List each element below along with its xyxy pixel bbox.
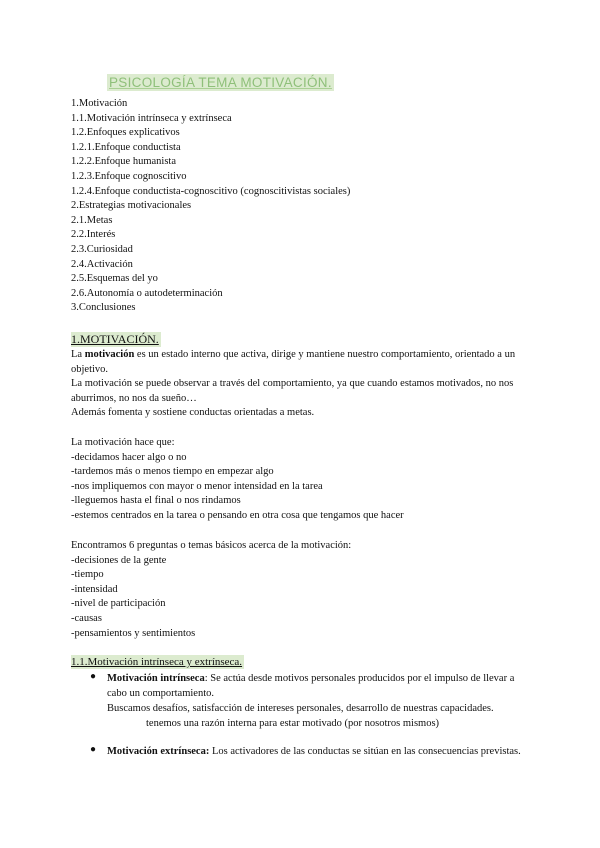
text-span: es un estado interno que activa, dirige y mantiene nuestro comportamiento, orientado a un objetivo.: [71, 349, 516, 375]
list-item: -nivel de participación: [71, 598, 166, 610]
toc-item: 1.2.3.Enfoque cognoscitivo: [71, 170, 187, 182]
list-basic-questions: [71, 539, 541, 641]
toc-item: 1.2.Enfoques explicativos: [71, 127, 180, 139]
bullet-intrinseca: [90, 671, 530, 731]
toc-item: 2.3.Curiosidad: [71, 243, 133, 255]
section-motivacion-body: [71, 348, 541, 421]
bullet-dot: ●: [90, 671, 97, 682]
list-item: -tardemos más o menos tiempo en empezar algo: [71, 466, 274, 478]
paragraph-definition: [71, 348, 541, 377]
paragraph-fomenta: Además fomenta y sostiene conductas orientadas a metas.: [71, 407, 315, 419]
table-of-contents: [71, 97, 350, 316]
list-item: -lleguemos hasta el final o nos rindamos: [71, 495, 241, 507]
toc-item: 2.4.Activación: [71, 258, 133, 270]
section-heading-intrinseca-extrinseca: 1.1.Motivación intrínseca y extrínseca.: [71, 656, 243, 668]
toc-item: 1.2.1.Enfoque conductista: [71, 141, 181, 153]
list-item: -tiempo: [71, 569, 104, 581]
toc-item: 2.1.Metas: [71, 214, 113, 226]
paragraph-observe: La motivación se puede observar a través del comportamiento, ya que cuando estamos motivados, no nos aburrimos, no nos da sueño…: [71, 378, 514, 404]
section-heading-motivacion: 1.MOTIVACIÓN.: [71, 332, 159, 346]
text-span: : Se actúa desde motivos personales producidos por el impulso de llevar a cabo un comportamiento.: [107, 673, 515, 699]
list-intro: La motivación hace que:: [71, 437, 175, 448]
toc-item: 2.Estrategias motivacionales: [71, 200, 192, 212]
bullet-dot: ●: [90, 744, 97, 755]
list-item: -estemos centrados en la tarea o pensando en otra cosa que tengamos que hacer: [71, 509, 404, 521]
list-item: -causas: [71, 612, 102, 624]
list-item: -intensidad: [71, 583, 118, 595]
bullet-text: [107, 744, 530, 759]
list-item: -pensamientos y sentimientos: [71, 627, 196, 639]
text-span: Los activadores de las conductas se sitúan en las consecuencias previstas.: [209, 746, 521, 757]
toc-item: 2.6.Autonomía o autodeterminación: [71, 287, 223, 299]
toc-item: 1.1.Motivación intrínseca y extrínseca: [71, 112, 232, 124]
bold-term: Motivación extrínseca:: [107, 746, 210, 757]
bullet-text: [107, 671, 530, 701]
list-item: -decidamos hacer algo o no: [71, 451, 187, 463]
bold-term: motivación: [84, 349, 135, 360]
bold-term: Motivación intrínseca: [107, 673, 205, 684]
list-intro: Encontramos 6 preguntas o temas básicos acerca de la motivación:: [71, 540, 352, 551]
toc-item: 1.Motivación: [71, 98, 128, 109]
bullet-paragraph: Buscamos desafíos, satisfacción de intereses personales, desarrollo de nuestras capacidades.: [107, 703, 494, 714]
toc-item: 1.2.2.Enfoque humanista: [71, 156, 176, 168]
list-item: -nos impliquemos con mayor o menor intensidad en la tarea: [71, 480, 323, 492]
bullet-paragraph: tenemos una razón interna para estar motivado (por nosotros mismos): [146, 718, 440, 729]
toc-item: 3.Conclusiones: [71, 302, 136, 314]
toc-item: 2.2.Interés: [71, 229, 116, 241]
list-item: -decisiones de la gente: [71, 554, 167, 566]
toc-item: 2.5.Esquemas del yo: [71, 273, 158, 285]
list-motivation-effects: [71, 436, 541, 524]
toc-item: 1.2.4.Enfoque conductista-cognoscitivo (cognoscitivistas sociales): [71, 185, 351, 197]
document-title: PSICOLOGÍA TEMA MOTIVACIÓN.: [109, 75, 332, 90]
bullet-extrinseca: [90, 744, 530, 759]
text-span: La: [71, 349, 85, 360]
